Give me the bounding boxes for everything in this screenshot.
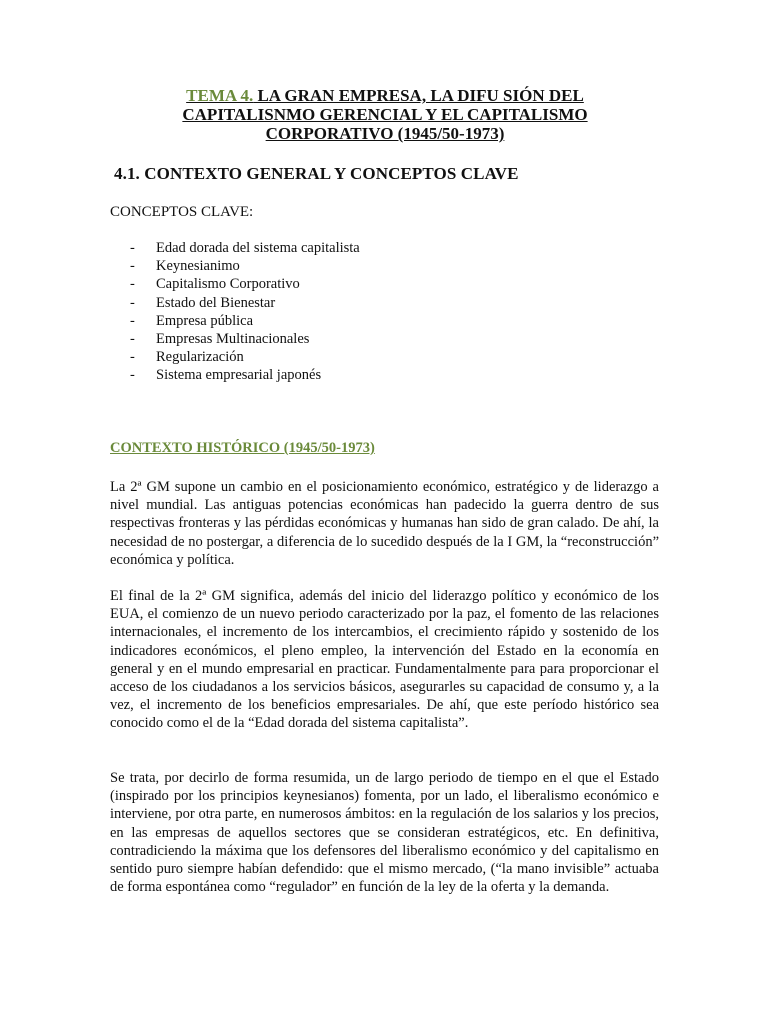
section-heading: 4.1. CONTEXTO GENERAL Y CONCEPTOS CLAVE — [114, 164, 519, 183]
document-title — [150, 86, 620, 143]
concepts-list — [110, 239, 360, 385]
list-item: - Estado del Bienestar — [130, 294, 276, 311]
list-item: - Empresa pública — [130, 312, 254, 329]
list-item: - Empresas Multinacionales — [130, 331, 310, 348]
list-item: - Sistema empresarial japonés — [130, 367, 322, 384]
list-item: - Edad dorada del sistema capitalista — [130, 240, 360, 256]
paragraph-1: La 2ª GM supone un cambio en el posicionamiento económico, estratégico y de liderazgo a nivel mundial. Las antiguas potencias económicas han padecido la guerra dentro de sus respectivas fronteras y las pérdidas económicas y humanas han sido de gran calado. De ahí, la necesidad de no postergar, a diferencia de lo sucedido después de la I GM, la “reconstrucción” económica y política. — [110, 479, 659, 568]
context-heading: CONTEXTO HISTÓRICO (1945/50-1973) — [110, 440, 375, 456]
paragraph-2: El final de la 2ª GM significa, además del inicio del liderazgo político y económico de los EUA, el comienzo de un nuevo periodo caracterizado por la paz, el fomento de las relaciones internacionales, el incremento de los intercambios, el crecimiento rápido y sostenido de los indicadores económicos, el pleno empleo, la intervención del Estado en la economía en general y en el mundo empresarial en practicar. Fundamentalmente para para proporcionar el acceso de los ciudadanos a los servicios básicos, asegurarles su capacidad de consumo y, a la vez, el incremento de los beneficios empresariales. De ahí, que este período histórico sea conocido como el de la “Edad dorada del sistema capitalista”. — [110, 588, 659, 732]
paragraph-3: Se trata, por decirlo de forma resumida, un de largo periodo de tiempo en el que el Estado (inspirado por los principios keynesianos) fomenta, por un lado, el liberalismo económico e interviene, por otra parte, en numerosos ámbitos: en la regulación de los salarios y los precios, en las empresas de aquellos sectores que se consideran estratégicos, etc. En definitiva, contradiciendo la máxima que los defensores del liberalismo económico y del capitalismo en sentido puro siempre habían defendido: que el mismo mercado, (“la mano invisible” actuaba de forma espontánea como “regulador” en función de la ley de la oferta y la demanda. — [110, 770, 659, 896]
list-item: - Capitalismo Corporativo — [130, 276, 300, 293]
list-item: - Keynesianimo — [130, 258, 240, 275]
title-tema-label: TEMA 4. — [186, 86, 254, 105]
title-text: LA GRAN EMPRESA, LA DIFU SIÓN DEL CAPITALISNMO GERENCIAL Y EL CAPITALISMO CORPORATIVO (1945/50-1973) — [182, 86, 588, 143]
concepts-label: CONCEPTOS CLAVE: — [110, 204, 254, 220]
list-item: - Regularización — [130, 349, 244, 366]
